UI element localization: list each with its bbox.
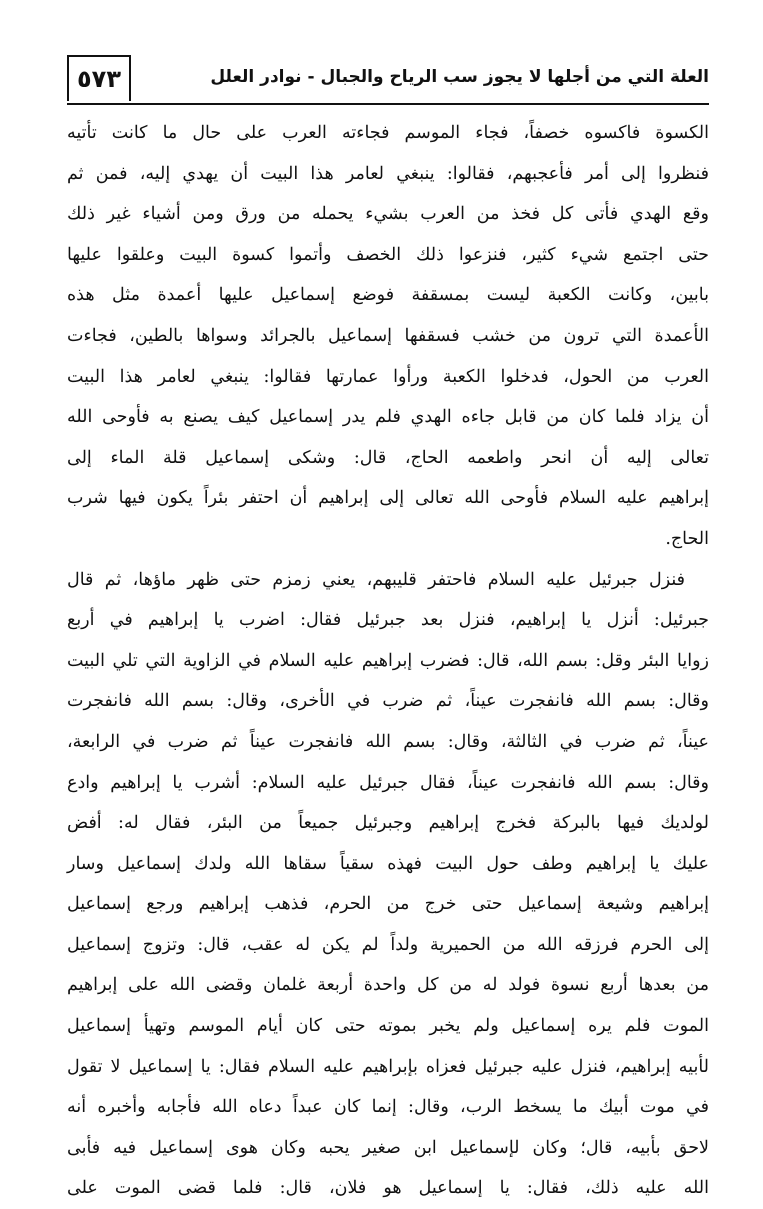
text-line: من بعدها أربع نسوة فولد له من كل واحدة أربعة غلمان وقضى الله على إبراهيم <box>67 975 709 996</box>
text-line: لولديك فيها بالبركة فخرج إبراهيم وجبرئيل جميعاً من البئر، فقال له: أفض <box>67 813 709 834</box>
text-line: حتى اجتمع شيء كثير، فنزعوا ذلك الخصف وأتموا كسوة البيت وعلقوا عليها <box>67 244 709 265</box>
text-line: الأعمدة التي ترون من خشب فسقفها إسماعيل بالجرائد وسواها بالطين، فجاءت <box>67 325 709 346</box>
text-line: إلى الحرم فرزقه الله من الحميرية ولداً لم يكن له عقب، قال: وتزوج إسماعيل <box>67 934 709 955</box>
text-line: عليك يا إبراهيم وطف حول البيت فهذه سقياً سقاها الله ولدك إسماعيل وسار <box>67 853 709 874</box>
text-line: وقع الهدي فأتى كل فخذ من العرب بشيء يحمله من ورق ومن أشياء غير ذلك <box>67 204 709 225</box>
text-line: زوايا البئر وقل: بسم الله، قال: فضرب إبراهيم عليه السلام في الزاوية التي تلي البيت <box>67 650 709 671</box>
text-line: تعالى إليه أن انحر واطعمه الحاج، قال: وشكى إسماعيل قلة الماء إلى <box>67 447 709 468</box>
text-line: لاحق بأبيه، قال؛ وكان لإسماعيل ابن صغير يحبه وكان هوى إسماعيل فيه فأبى <box>67 1137 709 1158</box>
page-number: ٥٧٣ <box>67 55 131 101</box>
paragraph-2 <box>67 560 709 1209</box>
text-line: إبراهيم عليه السلام فأوحى الله تعالى إلى إبراهيم أن احتفر بئراً يكون فيها شرب <box>67 488 709 509</box>
paragraph-1 <box>67 113 709 560</box>
page-header <box>67 55 709 105</box>
text-line: في موت أبيك ما يسخط الرب، وقال: إنما كان عبداً دعاه الله فأجابه وأخبره أنه <box>67 1097 709 1118</box>
text-line: بابين، وكانت الكعبة ليست بمسقفة فوضع إسماعيل عليها أعمدة مثل هذه <box>67 285 709 306</box>
text-line: أن يزاد فلما كان من قابل جاءه الهدي فلم يدر إسماعيل كيف يصنع به فأوحى الله <box>67 407 709 428</box>
text-line: لأبيه إبراهيم، فنزل عليه جبرئيل فعزاه بإبراهيم عليه السلام فقال: يا إسماعيل لا تقول <box>67 1056 709 1077</box>
text-line: الموت فلم يره إسماعيل ولم يخبر بموته حتى كان أيام الموسم وتهيأ إسماعيل <box>67 1016 709 1037</box>
text-line: عيناً، ثم ضرب في الثالثة، وقال: بسم الله فانفجرت عيناً ثم ضرب في الرابعة، <box>67 731 709 752</box>
text-line: وقال: بسم الله فانفجرت عيناً، ثم ضرب في الأخرى، وقال: بسم الله فانفجرت <box>67 691 709 712</box>
text-line: الحاج. <box>665 528 709 549</box>
text-line: فنزل جبرئيل عليه السلام فاحتفر قليبهم، يعني زمزم حتى ظهر ماؤها، ثم قال <box>67 569 685 590</box>
text-line: وقال: بسم الله فانفجرت عيناً، فقال جبرئيل عليه السلام: أشرب يا إبراهيم وادع <box>67 772 709 793</box>
body-text <box>67 113 709 1199</box>
text-line: الكسوة فاكسوه خصفاً، فجاء الموسم فجاءته العرب على حال ما كانت تأتيه <box>67 123 709 143</box>
text-line: إبراهيم وشيعة إسماعيل حتى خرج من الحرم، فذهب إبراهيم ورجع إسماعيل <box>67 894 709 915</box>
text-line: فنظروا إلى أمر فأعجبهم، فقالوا: ينبغي لعامر هذا البيت أن يهدي إليه، فمن ثم <box>67 163 709 184</box>
text-line: العرب من الحول، فدخلوا الكعبة ورأوا عمارتها فقالوا: ينبغي لعامر هذا البيت <box>67 366 709 387</box>
running-title: العلة التي من أجلها لا يجوز سب الرياح والجبال - نوادر العلل <box>210 67 709 87</box>
text-line: الله عليه ذلك، فقال: يا إسماعيل هو فلان، قال: فلما قضى الموت على <box>67 1178 709 1199</box>
text-line: جبرئيل: أنزل يا إبراهيم، فنزل بعد جبرئيل فقال: اضرب يا إبراهيم في أربع <box>67 610 709 631</box>
